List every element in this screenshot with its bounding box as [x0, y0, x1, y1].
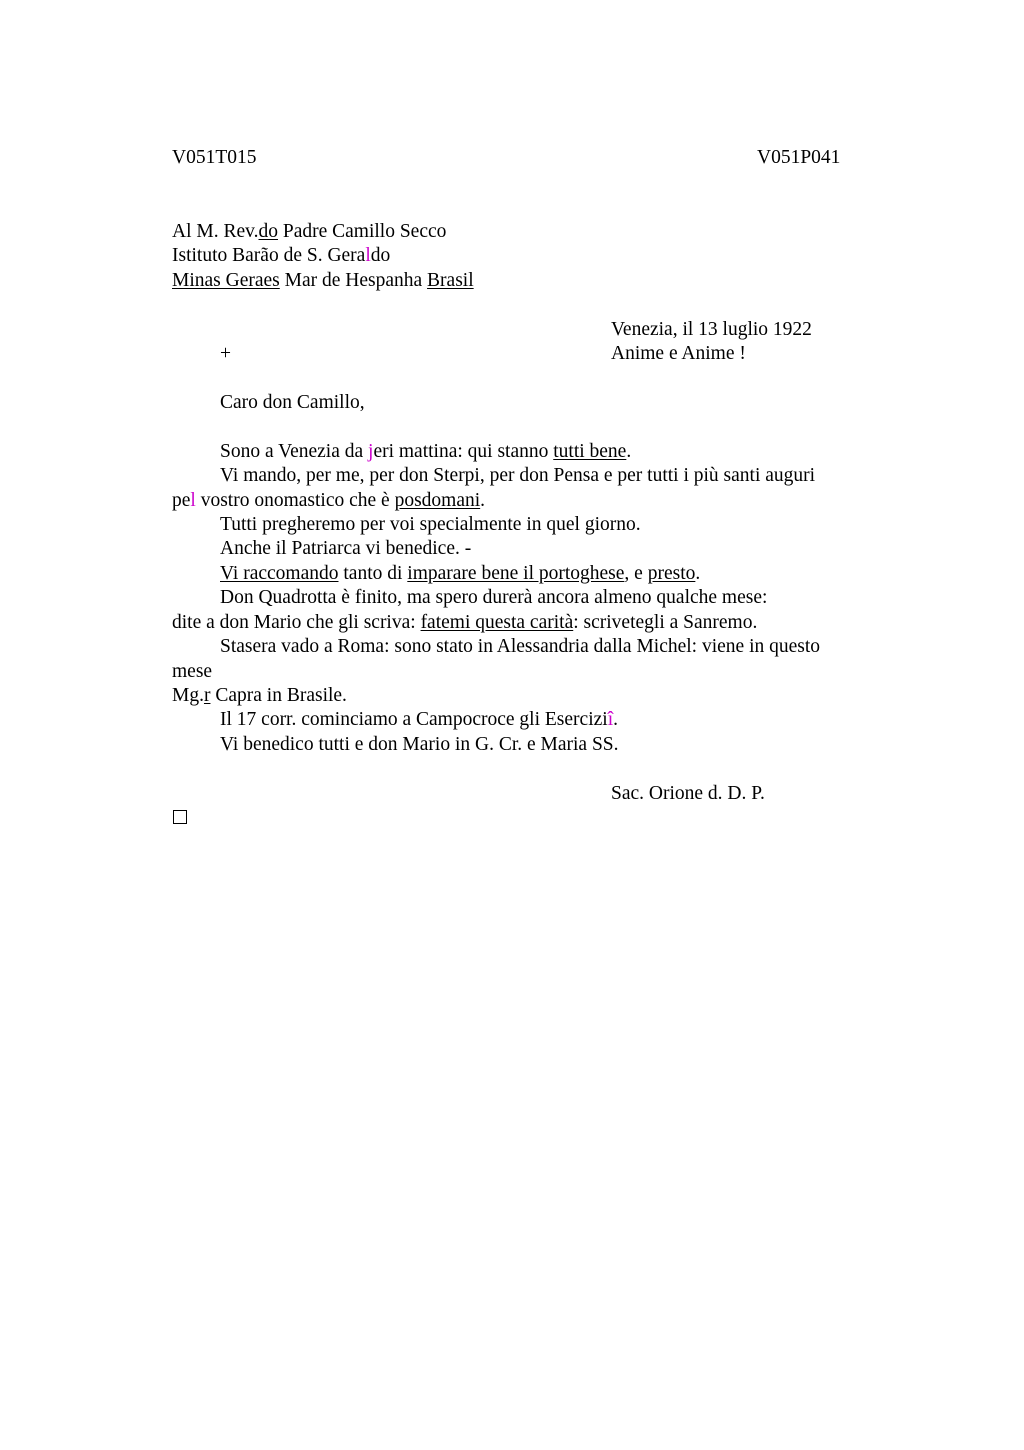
salutation: Caro don Camillo, — [220, 392, 365, 413]
body-line-1: Sono a Venezia da jeri mattina: qui stanno tutti bene. — [220, 441, 632, 462]
signature: Sac. Orione d. D. P. — [611, 783, 765, 804]
body-line-4: Tutti pregheremo per voi specialmente in quel giorno. — [220, 514, 641, 535]
body-line-9: Stasera vado a Roma: sono stato in Alessandria dalla Michel: viene in questo — [220, 636, 821, 657]
address-line-1: Al M. Rev.do Padre Camillo Secco — [172, 221, 447, 242]
body-line-5: Anche il Patriarca vi benedice. - — [220, 538, 472, 559]
cross-mark: + — [220, 343, 231, 364]
document-code-right: V051P041 — [757, 147, 841, 168]
document-code-left: V051T015 — [172, 147, 257, 168]
place-date: Venezia, il 13 luglio 1922 — [611, 319, 812, 340]
address-line-2: Istituto Barão de S. Geraldo — [172, 245, 391, 266]
body-line-2: Vi mando, per me, per don Sterpi, per don Pensa e per tutti i più santi auguri — [220, 465, 816, 486]
address-line-3: Minas Geraes Mar de Hespanha Brasil — [172, 270, 474, 291]
end-box-mark — [173, 810, 187, 824]
body-line-10: mese — [172, 661, 213, 682]
body-line-8: dite a don Mario che gli scriva: fatemi questa carità: scrivetegli a Sanremo. — [172, 612, 758, 633]
body-line-11: Mg.r Capra in Brasile. — [172, 685, 347, 706]
motto: Anime e Anime ! — [611, 343, 746, 364]
body-line-7: Don Quadrotta è finito, ma spero durerà ancora almeno qualche mese: — [220, 587, 768, 608]
body-line-3: pel vostro onomastico che è posdomani. — [172, 490, 486, 511]
body-line-6: Vi raccomando tanto di imparare bene il portoghese, e presto. — [220, 563, 701, 584]
body-line-13: Vi benedico tutti e don Mario in G. Cr. e Maria SS. — [220, 734, 619, 755]
body-line-12: Il 17 corr. cominciamo a Campocroce gli Eserciziî. — [220, 709, 618, 730]
